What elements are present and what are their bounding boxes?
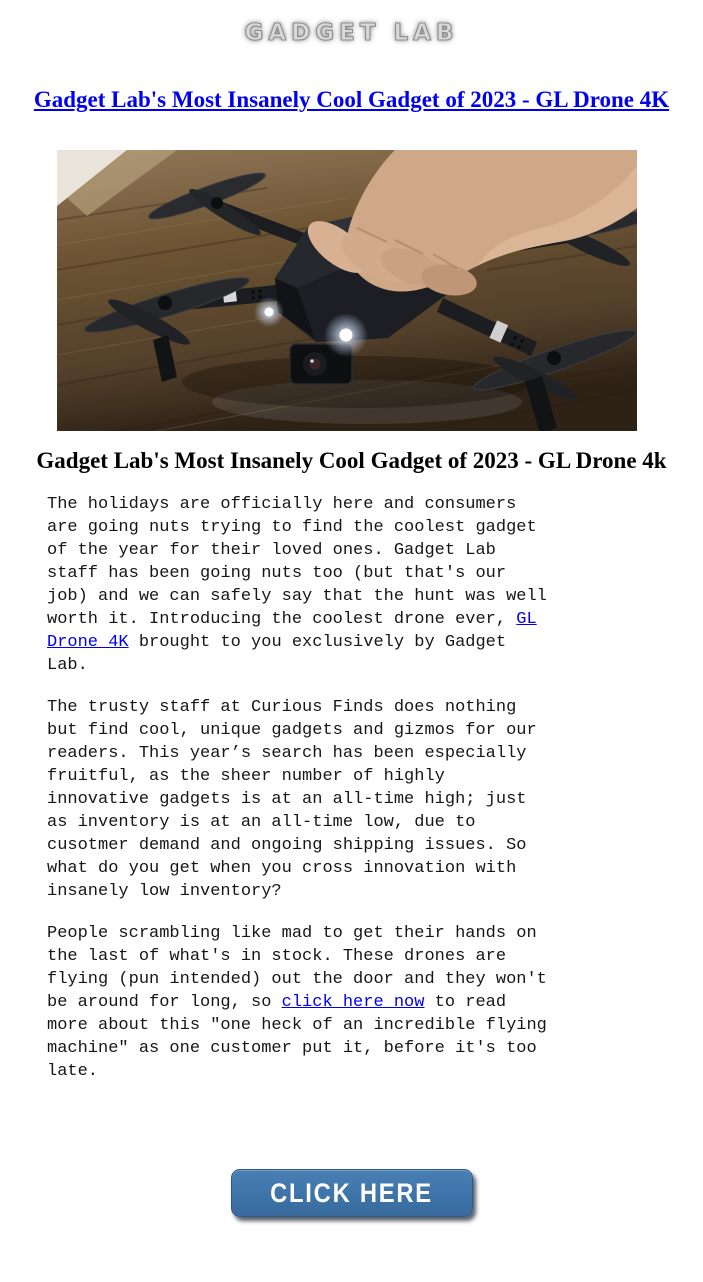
paragraph-1	[47, 493, 552, 677]
paragraph-1-text: The holidays are officially here and consumers are going nuts trying to find the coolest gadget of the year for their loved ones. Gadget Lab staff has been going nuts too (but that's our job) and we can safely say that the hunt was well worth it. Introducing the coolest drone ever,	[47, 495, 547, 629]
header	[0, 20, 703, 46]
bottom-whitespace	[0, 1217, 703, 1255]
gadget-lab-logo: GADGET LAB	[244, 20, 459, 46]
article-heading: Gadget Lab's Most Insanely Cool Gadget of 2023 - GL Drone 4k	[36, 448, 667, 473]
paragraph-1-text-after: brought to you exclusively by Gadget Lab.	[47, 633, 507, 675]
click-here-now-link[interactable]: click here now	[281, 993, 425, 1012]
hero-image-drone	[57, 150, 637, 431]
gl-drone-4k-link[interactable]: GL Drone 4K	[47, 610, 537, 652]
cta-row	[0, 1169, 703, 1217]
headline-link[interactable]: Gadget Lab's Most Insanely Cool Gadget of 2023 - GL Drone 4K	[33, 87, 670, 112]
article-body	[47, 493, 552, 1083]
click-here-button-label: CLICK HERE	[270, 1178, 433, 1208]
headline-link-row	[0, 87, 703, 113]
paragraph-3-text-after: to read more about this "one heck of an incredible flying machine" as one customer put it, before it's too late.	[47, 993, 547, 1081]
paragraph-3	[47, 922, 552, 1083]
click-here-button[interactable]	[231, 1169, 473, 1217]
paragraph-3-text: People scrambling like mad to get their hands on the last of what's in stock. These drones are flying (pun intended) out the door and they won't be around for long, so	[47, 924, 547, 1012]
paragraph-2: The trusty staff at Curious Finds does nothing but find cool, unique gadgets and gizmos for our readers. This year’s search has been especially fruitful, as the sheer number of highly innovative gadgets is at an all-time high; just as inventory is at an all-time low, due to cusotmer demand and ongoing shipping issues. So what do you get when you cross innovation with insanely low inventory?	[47, 698, 537, 901]
